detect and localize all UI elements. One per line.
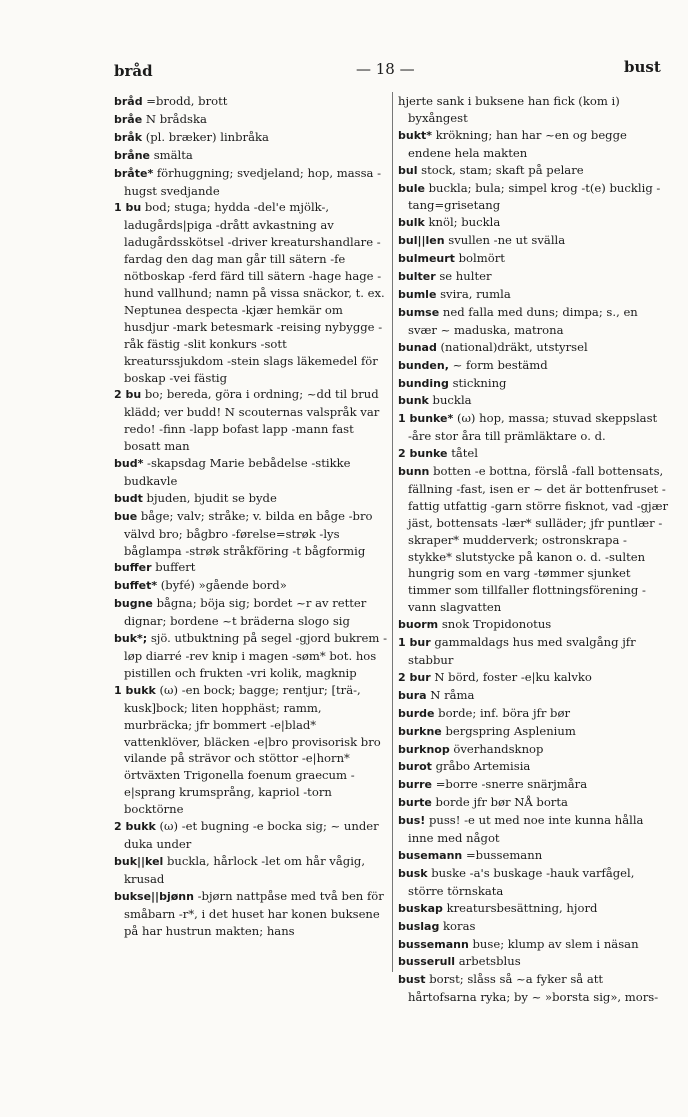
entry-definition: (ω) -et bugning -e bocka sig; ~ under duka under bbox=[124, 819, 379, 851]
entry-definition: borst; slåss så ~a fyker så att hårtofsarna ryka; by ~ »borsta sig», mors- bbox=[408, 972, 659, 1005]
entry-definition: förhuggning; svedjeland; hop, massa -hugst svedjande bbox=[124, 165, 382, 198]
dictionary-entry bbox=[398, 392, 670, 410]
dictionary-entry bbox=[114, 853, 388, 888]
entry-definition: bo; bereda, göra i ordning; ~dd til brud klädd; ver budd! N scouternas valspråk var redo! -finn -lapp bofast lapp -mann fast bosatt man bbox=[124, 387, 380, 454]
entry-headword: bumle bbox=[398, 287, 437, 301]
entry-definition: båge; valv; stråke; v. bilda en båge -bro välvd bro; bågbro -førelse=strøk -lys båglampa -strøk stråkföring -t bågformig bbox=[124, 508, 373, 558]
entry-definition: bjuden, bjudit se byde bbox=[146, 490, 277, 505]
entry-definition: -skapsdag Marie bebådelse -stikke budkavle bbox=[124, 456, 351, 488]
dictionary-entry bbox=[398, 463, 670, 616]
entry-definition: (pl. bræker) linbråka bbox=[145, 129, 269, 144]
entry-headword: bugne bbox=[114, 597, 153, 611]
dictionary-entry bbox=[398, 232, 670, 250]
entry-headword: burde bbox=[398, 706, 435, 720]
dictionary-entry bbox=[398, 616, 670, 634]
entry-headword: bulter bbox=[398, 270, 436, 284]
entry-headword: burkne bbox=[398, 724, 442, 738]
entry-definition: hjerte sank i buksene han fick (kom i) byxångest bbox=[398, 94, 620, 125]
dictionary-entry bbox=[398, 162, 670, 180]
entry-headword: bule bbox=[398, 181, 425, 195]
dictionary-entry bbox=[398, 93, 670, 127]
entry-headword: burre bbox=[398, 778, 433, 792]
entry-headword: bunad bbox=[398, 340, 437, 354]
entry-definition: svira, rumla bbox=[440, 286, 511, 301]
page-number: — 18 — bbox=[356, 60, 415, 78]
entry-headword: bus! bbox=[398, 814, 426, 828]
dictionary-entry bbox=[114, 93, 388, 111]
entry-definition: se hulter bbox=[439, 269, 492, 284]
dictionary-entry bbox=[114, 595, 388, 630]
entry-definition: (ω) -en bock; bagge; rentjur; [trä-, kusk]bock; liten hopphäst; ramm, murbräcka; jfr bommert -e|blad* vattenklöver, bläcken -e|bro provisorisk bro vilande på strävor och stöttor -e|horn* örtväxten Trigonella foenum graecum -e|sprang krumsprång, kapriol -torn bocktörne bbox=[124, 682, 381, 817]
entry-headword: bukt* bbox=[398, 128, 433, 142]
entry-headword: busk bbox=[398, 866, 428, 880]
entry-definition: bergspring Asplenium bbox=[445, 723, 576, 738]
dictionary-entry bbox=[398, 723, 670, 741]
dictionary-entry bbox=[114, 630, 388, 682]
entry-headword: burot bbox=[398, 760, 432, 774]
entry-headword: bråk bbox=[114, 130, 143, 144]
dictionary-entry bbox=[398, 250, 670, 268]
dictionary-entry bbox=[114, 455, 388, 490]
entry-definition: gammaldags hus med svalgång jfr stabbur bbox=[408, 635, 636, 667]
dictionary-entry bbox=[398, 847, 670, 865]
entry-headword: 1 bukk bbox=[114, 683, 156, 697]
entry-headword: 1 bu bbox=[114, 201, 142, 215]
dictionary-entry bbox=[114, 386, 388, 455]
entry-definition: =borre -snerre snärjmåra bbox=[435, 777, 588, 792]
entry-headword: bunk bbox=[398, 394, 429, 408]
entry-headword: bråd bbox=[114, 95, 143, 108]
dictionary-entry bbox=[114, 165, 388, 200]
entry-headword: busemann bbox=[398, 848, 463, 862]
entry-headword: busserull bbox=[398, 955, 456, 969]
entry-headword: bul||len bbox=[398, 234, 445, 248]
entry-definition: -bjørn nattpåse med två ben för småbarn -r*, i det huset har konen buksene på har hustrun makten; hans bbox=[124, 888, 384, 938]
dictionary-entry bbox=[398, 357, 670, 375]
entry-headword: bul bbox=[398, 163, 418, 177]
dictionary-entry bbox=[398, 900, 670, 918]
entry-definition: N brådska bbox=[145, 111, 207, 126]
header-right-word: bust bbox=[624, 58, 661, 76]
entry-headword: bue bbox=[114, 509, 138, 523]
entry-definition: ned falla med duns; dimpa; s., en svær ~ maduska, matrona bbox=[408, 304, 638, 337]
dictionary-entry bbox=[398, 634, 670, 669]
entry-definition: N råma bbox=[430, 687, 475, 702]
entry-headword: bunn bbox=[398, 465, 430, 479]
entry-headword: buorm bbox=[398, 618, 439, 632]
entry-definition: bågna; böja sig; bordet ~r av retter dignar; bordene ~t bräderna slogo sig bbox=[124, 596, 367, 629]
dictionary-entry bbox=[398, 918, 670, 936]
entry-definition: buckla; bula; simpel krog -t(e) bucklig -tang=grisetang bbox=[408, 180, 661, 213]
dictionary-entry bbox=[114, 559, 388, 577]
entry-headword: bust bbox=[398, 973, 426, 987]
entry-headword: 1 bunke* bbox=[398, 412, 454, 426]
entry-definition: svullen -ne ut svälla bbox=[448, 233, 566, 248]
entry-headword: 2 bur bbox=[398, 670, 431, 684]
header-left-word: bråd bbox=[114, 62, 153, 80]
dictionary-entry bbox=[114, 147, 388, 165]
entry-definition: buffert bbox=[155, 560, 196, 575]
entry-headword: 1 bur bbox=[398, 636, 431, 650]
dictionary-entry bbox=[114, 577, 388, 595]
entry-headword: buslag bbox=[398, 919, 440, 933]
entry-headword: buskap bbox=[398, 901, 443, 915]
entry-definition: (national)dräkt, utstyrsel bbox=[440, 339, 588, 354]
dictionary-entry bbox=[114, 490, 388, 508]
entry-definition: krökning; han har ~en og begge endene hela makten bbox=[408, 127, 627, 160]
entry-headword: burknop bbox=[398, 742, 450, 756]
dictionary-entry bbox=[398, 214, 670, 232]
dictionary-entry bbox=[398, 758, 670, 776]
entry-headword: bura bbox=[398, 688, 427, 702]
dictionary-entry bbox=[398, 812, 670, 847]
entry-definition: borde jfr bør NÅ borta bbox=[435, 795, 568, 810]
entry-definition: botten -e bottna, förslå -fall bottensats, fällning -fast, isen er ~ det är bottenfruset -fattig utfattig -garn större fisknot, vad -gjær jäst, bottensats -lær* sulläder; jfr puntlær -skraper* mudderverk; ostronskrapa -stykke* slutstycke på kanon o. d. -sulten hungrig som en varg -tømmer sjunket timmer som tillfaller flottningsförening -vann slagvatten bbox=[408, 464, 669, 615]
entry-headword: bråte* bbox=[114, 166, 154, 180]
dictionary-entry bbox=[398, 669, 670, 687]
entry-definition: buckla bbox=[432, 393, 472, 408]
entry-headword: burte bbox=[398, 796, 432, 810]
entry-headword: budt bbox=[114, 491, 143, 505]
dictionary-entry bbox=[398, 180, 670, 215]
dictionary-entry bbox=[114, 111, 388, 129]
entry-headword: 2 bu bbox=[114, 388, 142, 402]
entry-headword: bunding bbox=[398, 376, 449, 390]
dictionary-entry bbox=[398, 410, 670, 445]
entry-headword: 2 bunke bbox=[398, 447, 448, 461]
dictionary-entry bbox=[398, 936, 670, 954]
entry-definition: buckla, hårlock -let om hår vågig, krusad bbox=[124, 853, 366, 886]
entry-headword: 2 bukk bbox=[114, 820, 156, 834]
entry-definition: överhandsknop bbox=[453, 741, 544, 756]
entry-definition: gråbo Artemisia bbox=[435, 759, 531, 774]
entry-definition: sjö. utbuktning på segel -gjord bukrem -løp diarré -rev knip i magen -søm* bot. hos pistillen och frukten -vri kolik, magknip bbox=[124, 631, 387, 680]
dictionary-entry bbox=[398, 865, 670, 900]
dictionary-entry bbox=[114, 682, 388, 818]
entry-definition: =brodd, brott bbox=[146, 94, 228, 108]
entry-definition: =bussemann bbox=[465, 847, 543, 862]
entry-definition: buse; klump av slem i näsan bbox=[472, 936, 639, 951]
entry-headword: bråne bbox=[114, 148, 151, 162]
column-divider bbox=[392, 92, 393, 972]
dictionary-entry bbox=[398, 268, 670, 286]
entry-headword: buffer bbox=[114, 561, 152, 575]
entry-definition: bolmört bbox=[458, 251, 505, 266]
dictionary-entry bbox=[398, 339, 670, 357]
entry-definition: borde; inf. böra jfr bør bbox=[438, 705, 570, 720]
entry-definition: (ω) hop, massa; stuvad skeppslast -åre stor åra till prämläktare o. d. bbox=[408, 411, 658, 444]
dictionary-entry bbox=[114, 129, 388, 147]
entry-definition: puss! -e ut med noe inte kunna hålla inne med något bbox=[408, 813, 644, 846]
dictionary-entry bbox=[114, 818, 388, 853]
dictionary-entry bbox=[398, 971, 670, 1006]
entry-definition: N börd, foster -e|ku kalvko bbox=[434, 669, 592, 684]
entry-headword: bumse bbox=[398, 305, 440, 319]
entry-headword: buk*; bbox=[114, 632, 148, 646]
entry-headword: bussemann bbox=[398, 937, 469, 951]
entry-definition: smälta bbox=[153, 147, 193, 162]
entry-definition: buske -a's buskage -hauk varfågel, större törnskata bbox=[408, 865, 635, 898]
dictionary-entry bbox=[114, 199, 388, 386]
entry-definition: (byfé) »gående bord» bbox=[160, 578, 287, 593]
dictionary-entry bbox=[398, 375, 670, 393]
dictionary-entry bbox=[114, 508, 388, 560]
entry-definition: koras bbox=[443, 918, 476, 933]
entry-definition: arbetsblus bbox=[458, 954, 521, 969]
dictionary-entry bbox=[398, 794, 670, 812]
entry-headword: bukse||bjønn bbox=[114, 889, 194, 903]
right-column bbox=[398, 93, 670, 1006]
dictionary-entry bbox=[398, 445, 670, 463]
entry-headword: bulk bbox=[398, 216, 425, 230]
entry-definition: stickning bbox=[452, 375, 507, 390]
entry-definition: snok Tropidonotus bbox=[441, 617, 552, 632]
entry-headword: bulmeurt bbox=[398, 252, 455, 266]
entry-definition: stock, stam; skaft på pelare bbox=[421, 162, 584, 177]
entry-definition: ~ form bestämd bbox=[452, 357, 548, 372]
entry-definition: kreatursbesättning, hjord bbox=[446, 900, 598, 915]
dictionary-entry bbox=[398, 776, 670, 794]
dictionary-entry bbox=[114, 888, 388, 940]
left-column bbox=[114, 93, 388, 939]
dictionary-entry bbox=[398, 286, 670, 304]
entry-headword: bud* bbox=[114, 457, 144, 471]
dictionary-entry bbox=[398, 705, 670, 723]
entry-definition: tåtel bbox=[451, 446, 478, 461]
dictionary-entry bbox=[398, 304, 670, 339]
entry-headword: bunden, bbox=[398, 358, 449, 372]
entry-headword: bråe bbox=[114, 112, 143, 126]
entry-definition: bod; stuga; hydda -del'e mjölk-, ladugårds|piga -drått avkastning av ladugårdsskötsel -driver kreaturshandlare -fardag den dag man går till sätern -fe nötboskap -ferd färd till sätern -hage hage -hund vallhund; namn på vissa snäckor, t. ex. Neptunea despecta -kjær hemkär om husdjur -mark betesmark -reising nybygge -råk fästig -slit konkurs -sott kreaturssjukdom -stein slags läkemedel för boskap -vei fästig bbox=[124, 200, 385, 385]
dictionary-entry bbox=[398, 127, 670, 162]
entry-definition: knöl; buckla bbox=[428, 215, 501, 230]
dictionary-entry bbox=[398, 741, 670, 759]
dictionary-entry bbox=[398, 953, 670, 971]
entry-headword: buffet* bbox=[114, 579, 158, 593]
dictionary-entry bbox=[398, 687, 670, 705]
entry-headword: buk||kel bbox=[114, 854, 164, 868]
